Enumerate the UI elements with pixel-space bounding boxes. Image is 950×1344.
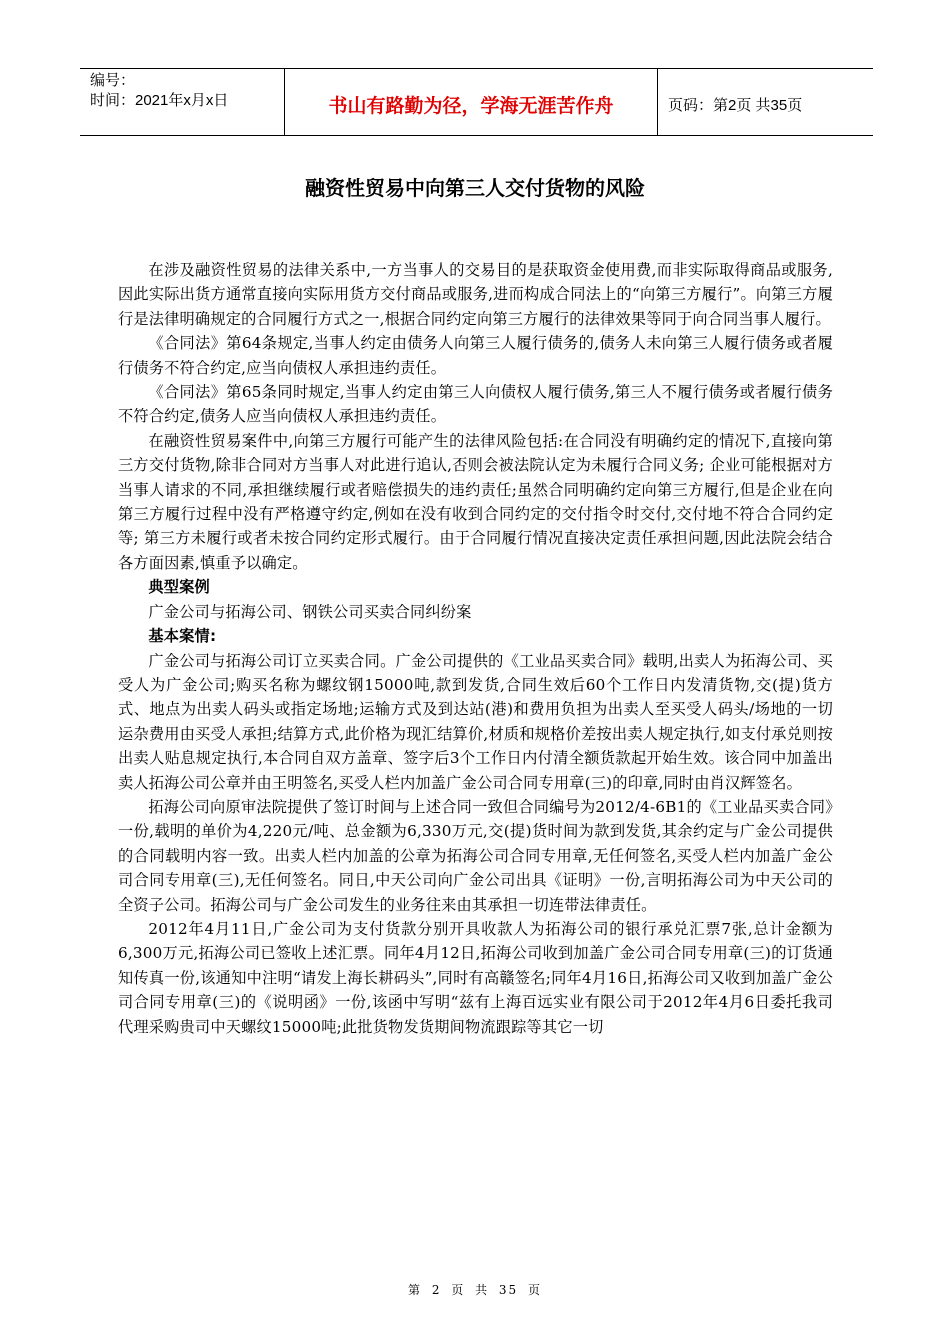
document-title: 融资性贸易中向第三人交付货物的风险 <box>305 176 645 200</box>
body-paragraph: 在涉及融资性贸易的法律关系中,一方当事人的交易目的是获取资金使用费,而非实际取得商品或服务,因此实际出货方通常直接向实际用货方交付商品或服务,进而构成合同法上的“向第三方履行”。向第三方履行是法律明确规定的合同履行方式之一,根据合同约定向第三方履行的法律效果等同于向合同当事人履行。 <box>118 261 833 328</box>
header-meta <box>80 69 285 135</box>
section-heading: 基本案情: <box>148 627 217 646</box>
body-paragraph: 《合同法》第64条规定,当事人约定由债务人向第三人履行债务的,债务人未向第三人履行债务或者履行债务不符合约定,应当向债权人承担违约责任。 <box>118 334 833 377</box>
body-paragraph: 在融资性贸易案件中,向第三方履行可能产生的法律风险包括:在合同没有明确约定的情况下,直接向第三方交付货物,除非合同对方当事人对此进行追认,否则会被法院认定为未履行合同义务; 企业可能根据对方当事人请求的不同,承担继续履行或者赔偿损失的违约责任;虽然合同明确约定向第三方履行,但是企业在向第三方履行过程中没有严格遵守约定,例如在没有收到合同约定的交付指令时交付,交付地不符合合同约定等; 第三方未履行或者未按合同约定形式履行。由于合同履行情况直接决定责任承担问题,因此法院会结合各方面因素,慎重予以确定。 <box>118 431 833 572</box>
page-footer: 第 2 页 共 35 页 <box>408 1283 542 1297</box>
document-body <box>118 258 833 1039</box>
body-paragraph: 2012年4月11日,广金公司为支付货款分别开具收款人为拓海公司的银行承兑汇票7张,总计金额为6,300万元,拓海公司已签收上述汇票。同年4月12日,拓海公司收到加盖广金公司合同专用章(三)的订货通知传真一份,该通知中注明“请发上海长耕码头”,同时有高赣签名;同年4月16日,拓海公司又收到加盖广金公司合同专用章(三)的《说明函》一份,该函中写明“兹有上海百远实业有限公司于2012年4月6日委托我司代理采购贵司中天螺纹15000吨;此批货物发货期间物流跟踪等其它一切 <box>118 919 833 1036</box>
body-paragraph: 广金公司与拓海公司订立买卖合同。广金公司提供的《工业品买卖合同》载明,出卖人为拓海公司、买受人为广金公司;购买名称为螺纹钢15000吨,款到发货,合同生效后60个工作日内发清货物,交(提)货方式、地点为出卖人码头或指定场地;运输方式及到达站(港)和费用负担为出卖人至买受人码头/场地的一切运杂费用由买受人承担;结算方式,此价格为现汇结算价,材质和规格价差按出卖人规定执行,如支付承兑则按出卖人贴息规定执行,本合同自双方盖章、签字后3个工作日内付清全额货款起开始生效。该合同中加盖出卖人拓海公司公章并由王明签名,买受人栏内加盖广金公司合同专用章(三)的印章,同时由肖汉辉签名。 <box>118 651 833 792</box>
page-header <box>80 68 873 136</box>
time-label: 时间：2021年x月x日 <box>90 92 229 109</box>
header-page-info: 页码：第2页 共35页 <box>668 96 803 114</box>
header-motto: 书山有路勤为径，学海无涯苦作舟 <box>285 69 658 135</box>
section-heading: 典型案例 <box>148 578 210 597</box>
body-paragraph: 《合同法》第65条同时规定,当事人约定由第三人向债权人履行债务,第三人不履行债务或者履行债务不符合约定,债务人应当向债权人承担违约责任。 <box>118 383 833 426</box>
body-paragraph: 拓海公司向原审法院提供了签订时间与上述合同一致但合同编号为2012/4-6B1的《工业品买卖合同》一份,载明的单价为4,220元/吨、总金额为6,330万元,交(提)货时间为款到发货,其余约定与广金公司提供的合同载明内容一致。出卖人栏内加盖的公章为拓海公司合同专用章,无任何签名,买受人栏内加盖广金公司合同专用章(三),无任何签名。同日,中天公司向广金公司出具《证明》一份,言明拓海公司为中天公司的全资子公司。拓海公司与广金公司发生的业务往来由其承担一切连带法律责任。 <box>118 797 833 914</box>
body-paragraph: 广金公司与拓海公司、钢铁公司买卖合同纠纷案 <box>148 602 472 621</box>
number-label: 编号： <box>90 72 136 89</box>
